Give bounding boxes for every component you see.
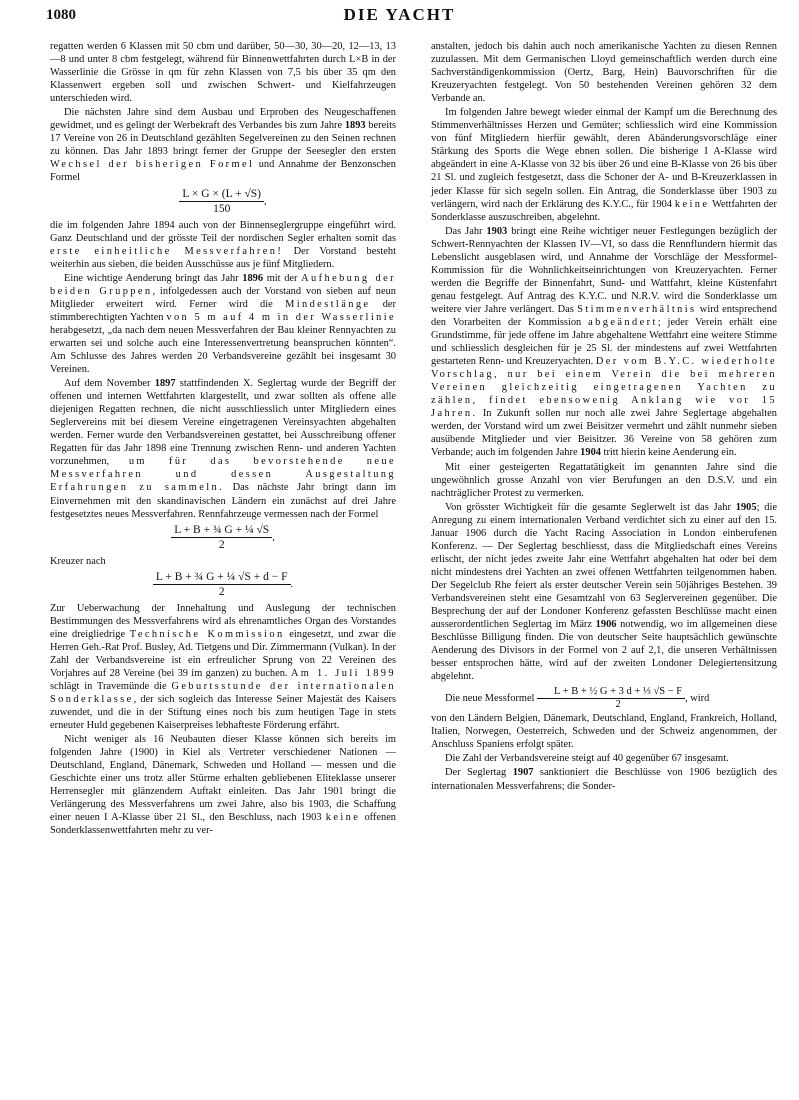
paragraph: Von grösster Wichtigkeit für die gesamte Seglerwelt ist das Jahr 1905; die Anregung zu einem internationalen Verband verdichtet sich zu einer auf den 15. Januar 1906 durch die Yacht Racing Association in London einberufenen Konferenz. — Der Seglertag beschliesst, dass die Mitgliedschaft eines Vereins erlischt, der nicht jedes zweite Jahr eine Wettfahrt abgehalten hat oder bei dem nicht mindestens drei Yachten an zwei offenen Wettfahrten teilgenommen haben. Der Segelclub Rhe feiert als erster deutscher Verein sein 50jähriges Bestehen. 39 Verbandsvereinen steht eine Gesamtzahl von 63 Seglervereinen gegenüber. Die Besprechung der auf der Londoner Konferenz gefassten Beschlüsse macht einen ausserordentlichen Seglertag im März 1906 notwendig, wo im allgemeinen diese Beschlüsse Billigung finden. Die von deutscher Seite hauptsächlich gewünschte Aenderung des Divisors in der Formel von 2 auf 2,1, die unseren Verhältnissen besser entsprochen hätte, wird auf der zweiten Londoner Delegiertensitzung abgelehnt. xyxy=(431,501,778,683)
page-number: 1080 xyxy=(46,7,76,23)
right-column xyxy=(431,40,777,793)
kreuzer-formula: $\frac{\text{L + B + ¾ G + ¼ √S + d − F}}{2}$ . xyxy=(50,570,396,599)
paragraph: Mit einer gesteigerten Regattatätigkeit im genannten Jahre sind die ungewöhnlich grosse Anzahl von vier Berufungen an den D.S.V. und ein nachträglicher Protest zu vermerken. xyxy=(431,461,777,499)
left-column xyxy=(50,40,396,837)
paragraph: von den Ländern Belgien, Dänemark, Deutschland, England, Frankreich, Holland, Italien, Norwegen, Oesterreich, Schweden und der Schweiz angenommen, der Anschluss Spaniens erfolgt später. xyxy=(431,713,777,751)
messformel-line: Die neue Messformel $\frac{\text{L + B + ½ G + 3 d + ⅓ √S − F}}{2}$ , wird xyxy=(445,686,710,711)
rennfahrzeuge-formula: $\frac{\text{L + B + ¾ G + ¼ √S}}{2}$ , xyxy=(50,523,396,552)
paragraph: Nicht weniger als 16 Neubauten dieser Klasse können sich bereits im folgenden Jahre (1900) in Kiel als Vertreter verschiedener Nationen — Deutschland, England, Dänemark, Schweden und Holland — messen und die Geschichte einer uns trotz aller Stürme erhalten gebliebenen Eliteklasse unserer Herrensegler mit glänzendem Auftakt einleiten. Das Jahr 1901 bringt die Verlängerung des Messverfahrens um zwei Jahre, also bis 1903, die Schaffung einer neuen I A-Klasse über 21 Sl., den Beschluss, nach 1903 keine offenen Sonderklassenwettfahrten mehr zu ver- xyxy=(50,734,397,837)
paragraph: regatten werden 6 Klassen mit 50 cbm und darüber, 50—30, 30—20, 12—13, 13—8 und unter 8 cbm festgelegt, während für Binnenwettfahrten durch L×B in der Wasserlinie die Grösse in qm für zehn Klassen von 7,5 bis über 35 qm den Klassenwert ergeben soll und zwischen Schwert- und Kielfahrzeugen unterschieden wird. xyxy=(50,41,396,105)
paragraph: Eine wichtige Aenderung bringt das Jahr 1896 mit der Aufhebung der beiden Gruppen, infolgedessen auch der Vorstand von sieben auf neun Mitglieder erweitert wird. Ferner wird die Mindestlänge der stimmberechtigten Yachten von 5 m auf 4 m in der Wasserlinie herabgesetzt, „da nach dem neuen Messverfahren der Bau kleiner Rennyachten zu erwarten sei und solche auch eine Interessenvertretung beanspruchen könnten“. Am Schlusse des Jahres werden 20 Verbandsvereine gezählt bei insgesamt 30 Vereinen. xyxy=(50,272,396,376)
paragraph: Zur Ueberwachung der Innehaltung und Auslegung der technischen Bestimmungen des Messverfahrens wird als ehrenamtliches Organ des Vorstandes eine dreigliedrige Technische Kommission eingesetzt, und zwar die Herren Geh.-Rat Prof. Busley, Ad. Tietgens und Dir. Zimmermann (Vulkan). In der Zahl der Verbandsvereine ist ein erfreulicher Sprung von 22 Vereinen des Vorjahres auf 28 Vereine (bei 39 im ganzen) zu buchen. Am 1. Juli 1899 schlägt in Travemünde die Geburtsstunde der internationalen Sonderklasse, der sich sogleich das Interesse Seiner Majestät des Kaisers zuwendet, und die in der Stiftung eines noch bis zum heutigen Tage in stets erneuter Huld gegebenen Kaiserpreises lebhafteste Förderung erfährt. xyxy=(50,602,397,732)
messformel-fraction: $\frac{\text{L + B + ½ G + 3 d + ⅓ √S − F}}{2}$ xyxy=(537,686,685,711)
benzon-formula: $\frac{L \times G \times (L + √S)}{150}$ , xyxy=(50,187,396,216)
running-head: DIE YACHT xyxy=(343,5,456,24)
paragraph: die im folgenden Jahre 1894 auch von der Binnenseglergruppe eingeführt wird. Ganz Deutschland und der grösste Teil der nordischen Segler erhalten somit das erste einheitliche Messverfahren! Der Vorstand besteht weiterhin aus sieben, die beiden Ausschüsse aus je fünf Mitgliedern. xyxy=(50,219,396,270)
paragraph: Die nächsten Jahre sind dem Ausbau und Erproben des Neugeschaffenen gewidmet, und es gelingt der Werbekraft des Verbandes bis zum Jahre 1893 bereits 17 Vereine von 26 in Deutschland gezählten Segelvereinen zu den Seinen rechnen zu können. Das Jahr 1893 bringt ferner der Gruppe der Seesegler den ersten Wechsel der bisherigen Formel und Annahme der Benzonschen Formel xyxy=(50,107,397,184)
paragraph: Im folgenden Jahre bewegt wieder einmal der Kampf um die Berechnung des Stimmenverhältnisses Herzen und Gemüter; schliesslich wird eine Kommission von fünf Mitgliedern hierfür gewählt, deren Abänderungsvorschläge einer Stärkung des Sports die Wege ebnen sollen. Die bisherige I A-Klasse wird abgeändert in eine A-Klasse von 32 bis über 26 und eine B-Klasse von 26 bis über 21 Sl. und zugleich festgesetzt, dass die Schoner der A- und B-Kreuzerklassen in jeder Klasse für sich segeln sollen. Ein Antrag, die Sonderklasse über 1903 zu verlängern, wird nach der Erklärung des K.Y.C., für 1904 keine Wettfahrten der Sonderklasse auszuschreiben, abgelehnt. xyxy=(431,107,777,223)
paragraph: Auf dem November 1897 stattfindenden X. Seglertag wurde der Begriff der offenen und internen Wettfahrten klargestellt, und zwar sollten als offene alle diejenigen Regatten rechnen, die nicht ausschliesslich unter Mitgliedern eines Seglervereins mit bei diesem Vereine eingetragenen Vereinsyachten abgehalten werden. Ferner wurde den Verbandsvereinen gestattet, bei Ausschreibung offener Regatten für das Jahr 1898 eine Trennung zwischen Renn- und anderen Yachten vorzunehmen, um für das bevorstehende neue Messverfahren und dessen Ausgestaltung Erfahrungen zu sammeln. Das nächste Jahr bringt dann im Einvernehmen mit den skandinavischen Ländern ein zunächst auf drei Jahre festgesetztes neues Messverfahren. Rennfahrzeuge vermessen nach der Formel xyxy=(50,378,397,520)
paragraph: Das Jahr 1903 bringt eine Reihe wichtiger neuer Festlegungen bezüglich der Schwert-Rennyachten der Klassen IV—VI, so dass die Rennflundern hiermit das Lebenslicht ausgeblasen wird, und Annahme der Vorschläge der Messformel-Kommission für die Wohnlichkeitseinrichtungen von Kreuzeryachten. Ferner werden die Begriffe der Binnenfahrt, Sund- und Wattfahrt, kleine Küstenfahrt genau festgelegt. Auf Antrag des K.Y.C. und N.R.V. wird die Sonderklasse um weitere vier Jahre verlängert. Das Stimmenverhältnis wird entsprechend den Vorarbeiten der Kommission abgeändert; jeder Verein erhält eine Grundstimme, für jede offene im Jahre abgehaltene Wettfahrt eine weitere Stimme und schliesslich desgleichen für je 25 Sl. der mindestens auf zwei Wettfahrten gestarteten Renn- und Kreuzeryachten. Der vom B.Y.C. wiederholte Vorschlag, nur bei einem Verein die bei mehreren Vereinen gleichzeitig eingetragenen Yachten zu zählen, findet ebensowenig Anklang wie vor 15 Jahren. In Zukunft sollen nur noch alle zwei Jahre Seglertage abgehalten werden, der Vorstand wird um zwei Beisitzer vermehrt und zählt nunmehr sieben ausübende Mitglieder und vier Beisitzer. 36 Vereine von 58 gehören zum Verbande; auch im folgenden Jahre 1904 tritt hierin keine Aenderung ein. xyxy=(431,225,778,459)
kreuzer-label: Kreuzer nach xyxy=(50,555,106,567)
paragraph: Die Zahl der Verbandsvereine steigt auf 40 gegenüber 67 insgesamt. xyxy=(445,753,729,765)
paragraph: Der Seglertag 1907 sanktioniert die Beschlüsse von 1906 bezüglich des internationalen Messverfahrens; die Sonder- xyxy=(431,767,778,792)
paragraph: anstalten, jedoch bis dahin auch noch amerikanische Yachten zu diesen Rennen zuzulassen. Mit dem Germanischen Lloyd gemeinschaftlich werden durch eine Sachverständigenkommission (Oertz, Barg, Hein) Bauvorschriften für die Kreuzeryachten festgelegt. Von 50 bestehenden Vereinen gehören 32 dem Verbande an. xyxy=(431,41,777,105)
